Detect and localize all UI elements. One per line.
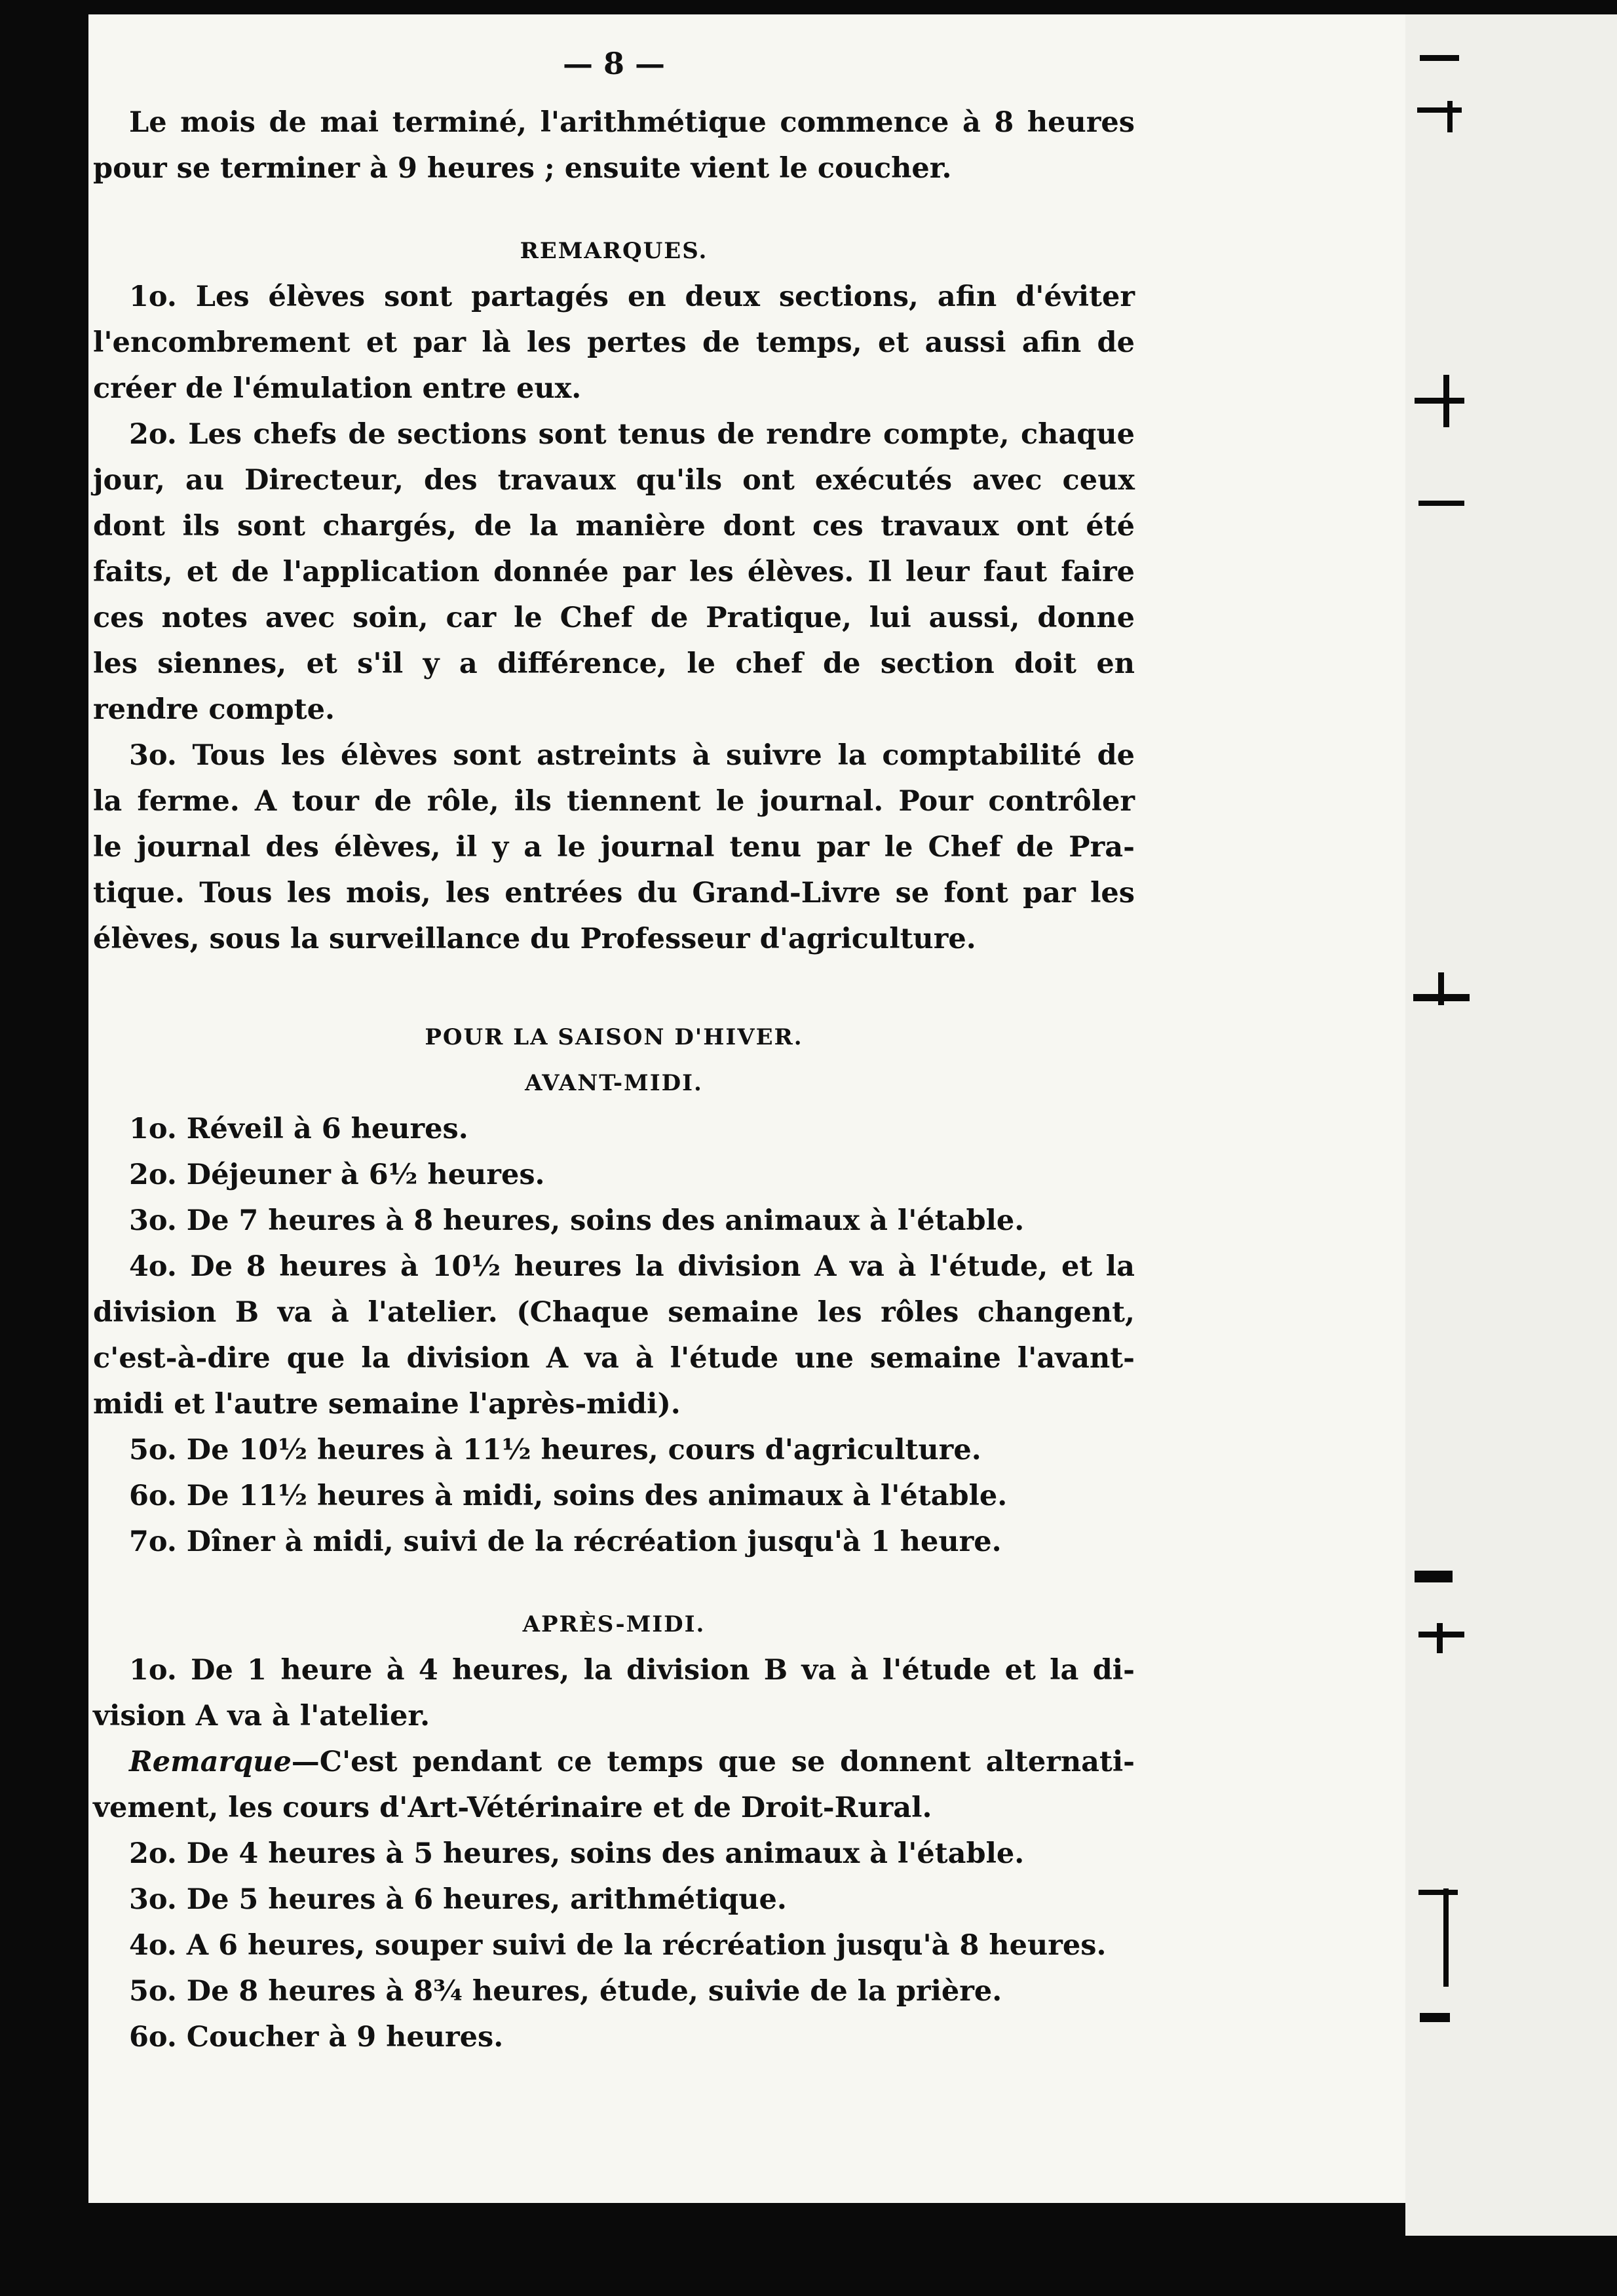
margin-mark [1447,101,1453,132]
text-line: tique. Tous les mois, les entrées du Grand-Livre se font par les [93,877,1135,909]
text-line: c'est-à-dire que la division A va à l'étude une semaine l'avant- [93,1342,1135,1375]
list-item: 5o. De 10½ heures à 11½ heures, cours d'agriculture. [129,1434,981,1466]
list-item: 6o. De 11½ heures à midi, soins des animaux à l'étable. [129,1480,1008,1512]
text-line: division B va à l'atelier. (Chaque semaine les rôles changent, [93,1296,1135,1329]
text-line: créer de l'émulation entre eux. [93,372,582,405]
text-line: 1o. Les élèves sont partagés en deux sections, afin d'éviter [129,280,1135,313]
text-line: les siennes, et s'il y a différence, le chef de section doit en [93,647,1135,680]
list-item: 5o. De 8 heures à 8¾ heures, étude, suivie de la prière. [129,1975,1002,2008]
margin-mark [1420,2013,1450,2022]
page-text [93,46,1135,2060]
margin-mark [1415,398,1464,404]
list-item: 4o. A 6 heures, souper suivi de la récréation jusqu'à 8 heures. [129,1929,1107,1962]
text-line: vision A va à l'atelier. [93,1700,430,1732]
facing-page-strip [1405,14,1617,2236]
list-item: 7o. Dîner à midi, suivi de la récréation jusqu'à 1 heure. [129,1525,1002,1558]
section-heading-hiver: POUR LA SAISON D'HIVER. [425,1024,803,1050]
text-line: la ferme. A tour de rôle, ils tiennent le journal. Pour contrôler [93,785,1135,818]
text-line: dont ils sont chargés, de la manière dont ces travaux ont été [93,510,1135,543]
text-line: pour se terminer à 9 heures ; ensuite vient le coucher. [93,152,952,185]
text-line: ces notes avec soin, car le Chef de Pratique, lui aussi, donne [93,602,1135,634]
margin-mark [1443,375,1449,427]
text-line: jour, au Directeur, des travaux qu'ils ont exécutés avec ceux [93,464,1135,497]
margin-mark [1418,501,1464,506]
margin-mark [1443,1888,1449,1987]
list-item: 1o. Réveil à 6 heures. [129,1113,468,1145]
list-item: 2o. Déjeuner à 6½ heures. [129,1158,545,1191]
subheading-avant-midi: AVANT-MIDI. [525,1070,703,1096]
list-item: 4o. De 8 heures à 10½ heures la division A va à l'étude, et la [129,1250,1135,1283]
list-item: 3o. De 7 heures à 8 heures, soins des animaux à l'étable. [129,1204,1025,1237]
list-item: 3o. De 5 heures à 6 heures, arithmétique. [129,1883,787,1916]
margin-mark [1437,1623,1443,1653]
remarque-text: —C'est pendant ce temps que se donnent alternati- [291,1746,1135,1778]
margin-mark [1420,55,1459,61]
subheading-apres-midi: APRÈS-MIDI. [522,1611,706,1637]
list-item: 6o. Coucher à 9 heures. [129,2021,504,2054]
section-heading-remarques: REMARQUES. [520,238,708,264]
text-line: Le mois de mai terminé, l'arithmétique commence à 8 heures [129,106,1135,139]
margin-mark [1438,972,1444,1005]
text-line: faits, et de l'application donnée par les élèves. Il leur faut faire [93,556,1135,588]
text-line: l'encombrement et par là les pertes de temps, et aussi afin de [93,326,1135,359]
remarque-label: Remarque [129,1746,292,1778]
margin-mark [1418,1890,1458,1895]
margin-mark [1417,107,1462,113]
page-number: — 8 — [562,46,666,81]
text-line: 2o. Les chefs de sections sont tenus de rendre compte, chaque [129,418,1135,451]
remarque-line [93,1739,1135,1785]
text-line: vement, les cours d'Art-Vétérinaire et de Droit-Rural. [93,1791,932,1824]
margin-mark [1415,1571,1453,1582]
text-line: 3o. Tous les élèves sont astreints à suivre la comptabilité de [129,739,1135,772]
list-item: 2o. De 4 heures à 5 heures, soins des animaux à l'étable. [129,1837,1025,1870]
text-line: midi et l'autre semaine l'après-midi). [93,1388,681,1421]
text-line: élèves, sous la surveillance du Professeur d'agriculture. [93,923,976,955]
text-line: rendre compte. [93,693,335,726]
list-item: 1o. De 1 heure à 4 heures, la division B va à l'étude et la di- [129,1654,1135,1687]
text-line: le journal des élèves, il y a le journal tenu par le Chef de Pra- [93,831,1135,864]
